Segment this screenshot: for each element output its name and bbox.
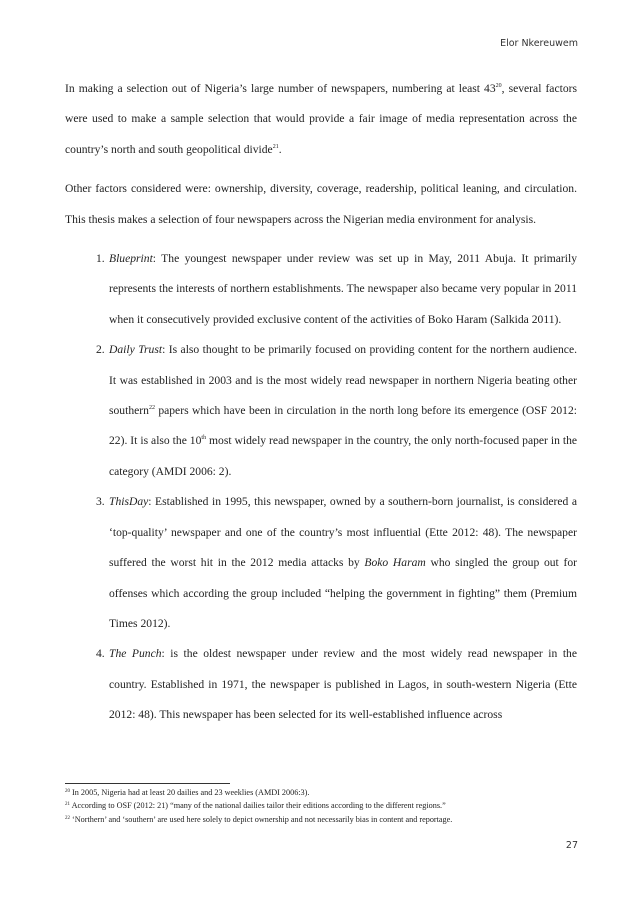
footnote-ref-20: 20 bbox=[495, 83, 502, 89]
list-item-text: : is the oldest newspaper under review and the most widely read newspaper in the country. Established in 1971, the newspaper is published in Lagos, in south-western Nigeria (Ette 2012: 48). This newspaper has been selected for its well-established influence across bbox=[109, 647, 577, 722]
footnote-number: 20 bbox=[65, 789, 70, 794]
list-item-daily-trust bbox=[65, 335, 577, 487]
footnote-divider bbox=[65, 783, 230, 784]
list-number: 2. bbox=[96, 343, 105, 357]
list-item-text: : The youngest newspaper under review was set up in May, 2011 Abuja. It primarily represents the interests of northern establishments. The newspaper also became very popular in 2011 when it consecutively provided exclusive content of the activities of Boko Haram (Salkida 2011). bbox=[109, 252, 577, 326]
p1-text-c: . bbox=[278, 142, 282, 156]
list-number: 3. bbox=[96, 495, 105, 509]
newspaper-title: Blueprint bbox=[109, 252, 153, 266]
footnote-text: In 2005, Nigeria had at least 20 dailies and 23 weeklies (AMDI 2006:3). bbox=[70, 788, 310, 797]
newspaper-list bbox=[65, 244, 577, 731]
p1-text-b: , several factors were used to make a sample selection that would provide a fair image of media representation across the country’s north and south geopolitical divide bbox=[65, 82, 577, 156]
footnote-number: 21 bbox=[65, 802, 70, 808]
list-item-blueprint bbox=[65, 244, 577, 335]
list-item-the-punch bbox=[65, 639, 577, 730]
list-item-text: : Is also thought to be primarily focused on providing content for the northern audience. It was established in 2003 and is the most widely read newspaper in northern Nigeria beating other southern bbox=[109, 343, 577, 418]
footnote-22 bbox=[65, 813, 577, 826]
list-number: 4. bbox=[96, 647, 105, 661]
newspaper-title: The Punch bbox=[109, 647, 162, 661]
footnote-21 bbox=[65, 799, 577, 812]
footnote-ref-22: 22 bbox=[148, 405, 155, 412]
paragraph-intro bbox=[65, 74, 577, 165]
p1-text-a: In making a selection out of Nigeria’s large number of newspapers, numbering at least 43 bbox=[65, 82, 496, 95]
page-number: 27 bbox=[565, 840, 578, 851]
newspaper-title: ThisDay bbox=[109, 495, 149, 509]
list-number: 1. bbox=[96, 252, 105, 266]
footnote-number: 22 bbox=[65, 815, 70, 821]
list-item-text: who singled the group out for offenses which according the group included “helping the government in fighting” them (Premium Times 2012). bbox=[109, 556, 577, 630]
footnote-ref-21: 21 bbox=[272, 143, 279, 150]
ordinal-suffix: th bbox=[201, 435, 207, 442]
italic-term: Boko Haram bbox=[364, 556, 426, 570]
footnote-text: ‘Northern’ and ‘southern’ are used here solely to depict ownership and not necessarily bias in content and reportage. bbox=[70, 814, 453, 824]
footnote-20 bbox=[65, 786, 577, 799]
list-item-thisday bbox=[65, 487, 577, 639]
footnote-text: According to OSF (2012: 21) “many of the national dailies tailor their editions according to the different regions.” bbox=[70, 801, 446, 811]
newspaper-title: Daily Trust bbox=[109, 343, 163, 357]
footnotes bbox=[65, 786, 577, 826]
paragraph-factors: Other factors considered were: ownership, diversity, coverage, readership, political leaning, and circulation. This thesis makes a selection of four newspapers across the Nigerian media environment for analysis. bbox=[65, 182, 577, 226]
body-text bbox=[65, 74, 577, 731]
list-item-text: papers which have been in circulation in the north long before its emergence (OSF 2012: 22). It is also the 10 bbox=[109, 404, 577, 448]
list-item-text: most widely read newspaper in the country, the only north-focused paper in the category (AMDI 2006: 2). bbox=[109, 434, 578, 478]
running-header: Elor Nkereuwem bbox=[500, 38, 578, 49]
list-item-text: : Established in 1995, this newspaper, owned by a southern-born journalist, is considered a ‘top-quality’ newspaper and one of the country’s most influential (Ette 2012: 48). The newspaper suffered the worst hit in the 2012 media attacks by bbox=[109, 495, 577, 570]
